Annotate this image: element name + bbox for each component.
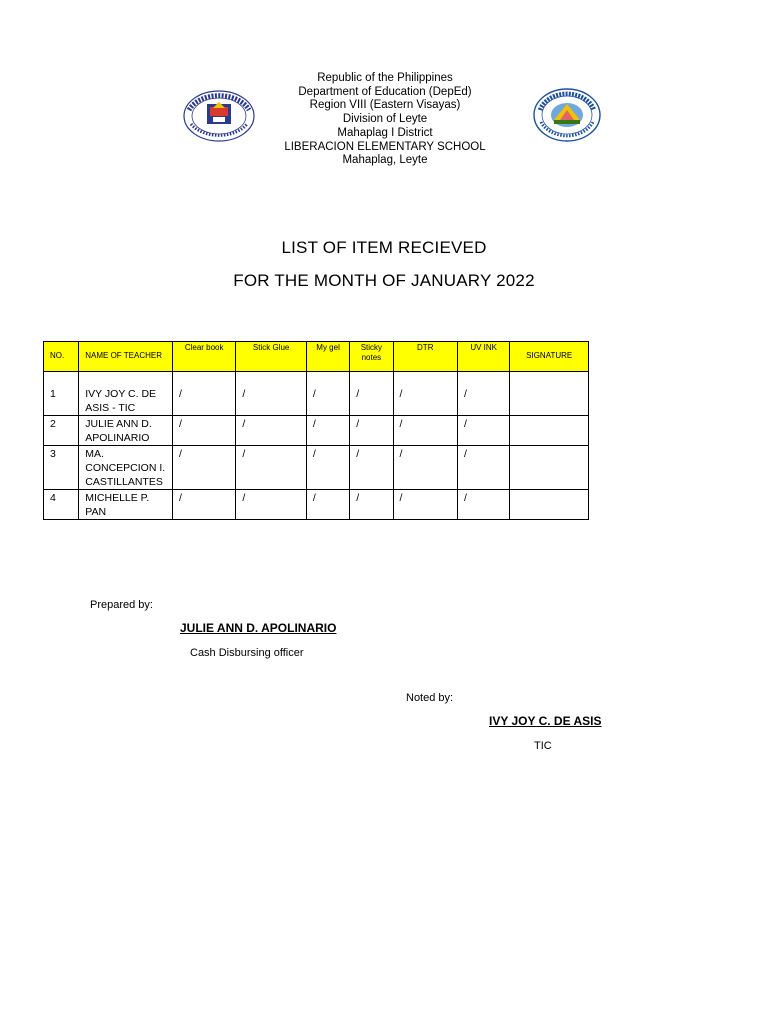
signature-cell[interactable] — [510, 416, 589, 446]
header-cell-sticky-notes: Sticky notes — [350, 342, 393, 372]
document-title: LIST OF ITEM RECIEVED — [281, 238, 487, 257]
check-mark: / — [236, 490, 307, 520]
check-mark: / — [350, 490, 393, 520]
check-mark: / — [458, 416, 510, 446]
signature-cell[interactable] — [510, 490, 589, 520]
check-mark: / — [393, 416, 457, 446]
teacher-name: IVY JOY C. DE ASIS - TIC — [79, 372, 173, 416]
check-mark: / — [458, 446, 510, 490]
check-mark: / — [236, 416, 307, 446]
check-mark: / — [393, 372, 457, 416]
header-cell-no: NO. — [44, 342, 79, 372]
preparer-role: Cash Disbursing officer — [190, 647, 304, 659]
check-mark: / — [393, 490, 457, 520]
row-number: 1 — [44, 372, 79, 416]
header-cell-my-gel: My gel — [306, 342, 349, 372]
header-cell-clear-book: Clear book — [172, 342, 235, 372]
check-mark: / — [306, 446, 349, 490]
teacher-name: MICHELLE P. PAN — [79, 490, 173, 520]
check-mark: / — [350, 446, 393, 490]
header-cell-signature: SIGNATURE — [510, 342, 589, 372]
check-mark: / — [458, 372, 510, 416]
table-row — [44, 446, 589, 490]
header-cell-name: NAME OF TEACHER — [79, 342, 173, 372]
noter-name: IVY JOY C. DE ASIS — [489, 714, 602, 728]
document-subtitle: FOR THE MONTH OF JANUARY 2022 — [233, 271, 535, 290]
check-mark: / — [172, 446, 235, 490]
header-line: Mahaplag, Leyte — [342, 154, 428, 167]
deped-seal-logo — [183, 90, 255, 142]
table-row — [44, 490, 589, 520]
teacher-name: MA. CONCEPCION I. CASTILLANTES — [79, 446, 173, 490]
check-mark: / — [350, 372, 393, 416]
check-mark: / — [458, 490, 510, 520]
header-line: Republic of the Philippines — [317, 72, 453, 84]
table-row — [44, 372, 589, 416]
table-row — [44, 416, 589, 446]
header-line: Region VIII (Eastern Visayas) — [309, 99, 461, 112]
check-mark: / — [172, 416, 235, 446]
check-mark: / — [236, 446, 307, 490]
header-cell-uv-ink: UV INK — [458, 342, 510, 372]
header-line: LIBERACION ELEMENTARY SCHOOL — [284, 140, 486, 153]
header-cell-dtr: DTR — [393, 342, 457, 372]
row-number: 4 — [44, 490, 79, 520]
table-header-row — [44, 342, 589, 372]
check-mark: / — [306, 372, 349, 416]
header-cell-stick-glue: Stick Glue — [236, 342, 307, 372]
row-number: 2 — [44, 416, 79, 446]
check-mark: / — [350, 416, 393, 446]
check-mark: / — [172, 490, 235, 520]
noter-role: TIC — [534, 740, 552, 752]
noted-by-label: Noted by: — [406, 692, 454, 704]
check-mark: / — [172, 372, 235, 416]
preparer-name: JULIE ANN D. APOLINARIO — [180, 621, 337, 635]
signature-cell[interactable] — [510, 446, 589, 490]
letterhead — [240, 72, 530, 168]
header-line: Mahaplag I District — [337, 126, 433, 139]
items-received-table — [43, 341, 589, 520]
teacher-name: JULIE ANN D. APOLINARIO — [79, 416, 173, 446]
row-number: 3 — [44, 446, 79, 490]
header-line: Department of Education (DepEd) — [298, 85, 472, 98]
check-mark: / — [306, 490, 349, 520]
signature-cell[interactable] — [510, 372, 589, 416]
header-line: Division of Leyte — [342, 113, 428, 126]
prepared-by-label: Prepared by: — [90, 599, 153, 611]
check-mark: / — [393, 446, 457, 490]
division-leyte-seal-logo — [532, 88, 602, 142]
check-mark: / — [306, 416, 349, 446]
check-mark: / — [236, 372, 307, 416]
